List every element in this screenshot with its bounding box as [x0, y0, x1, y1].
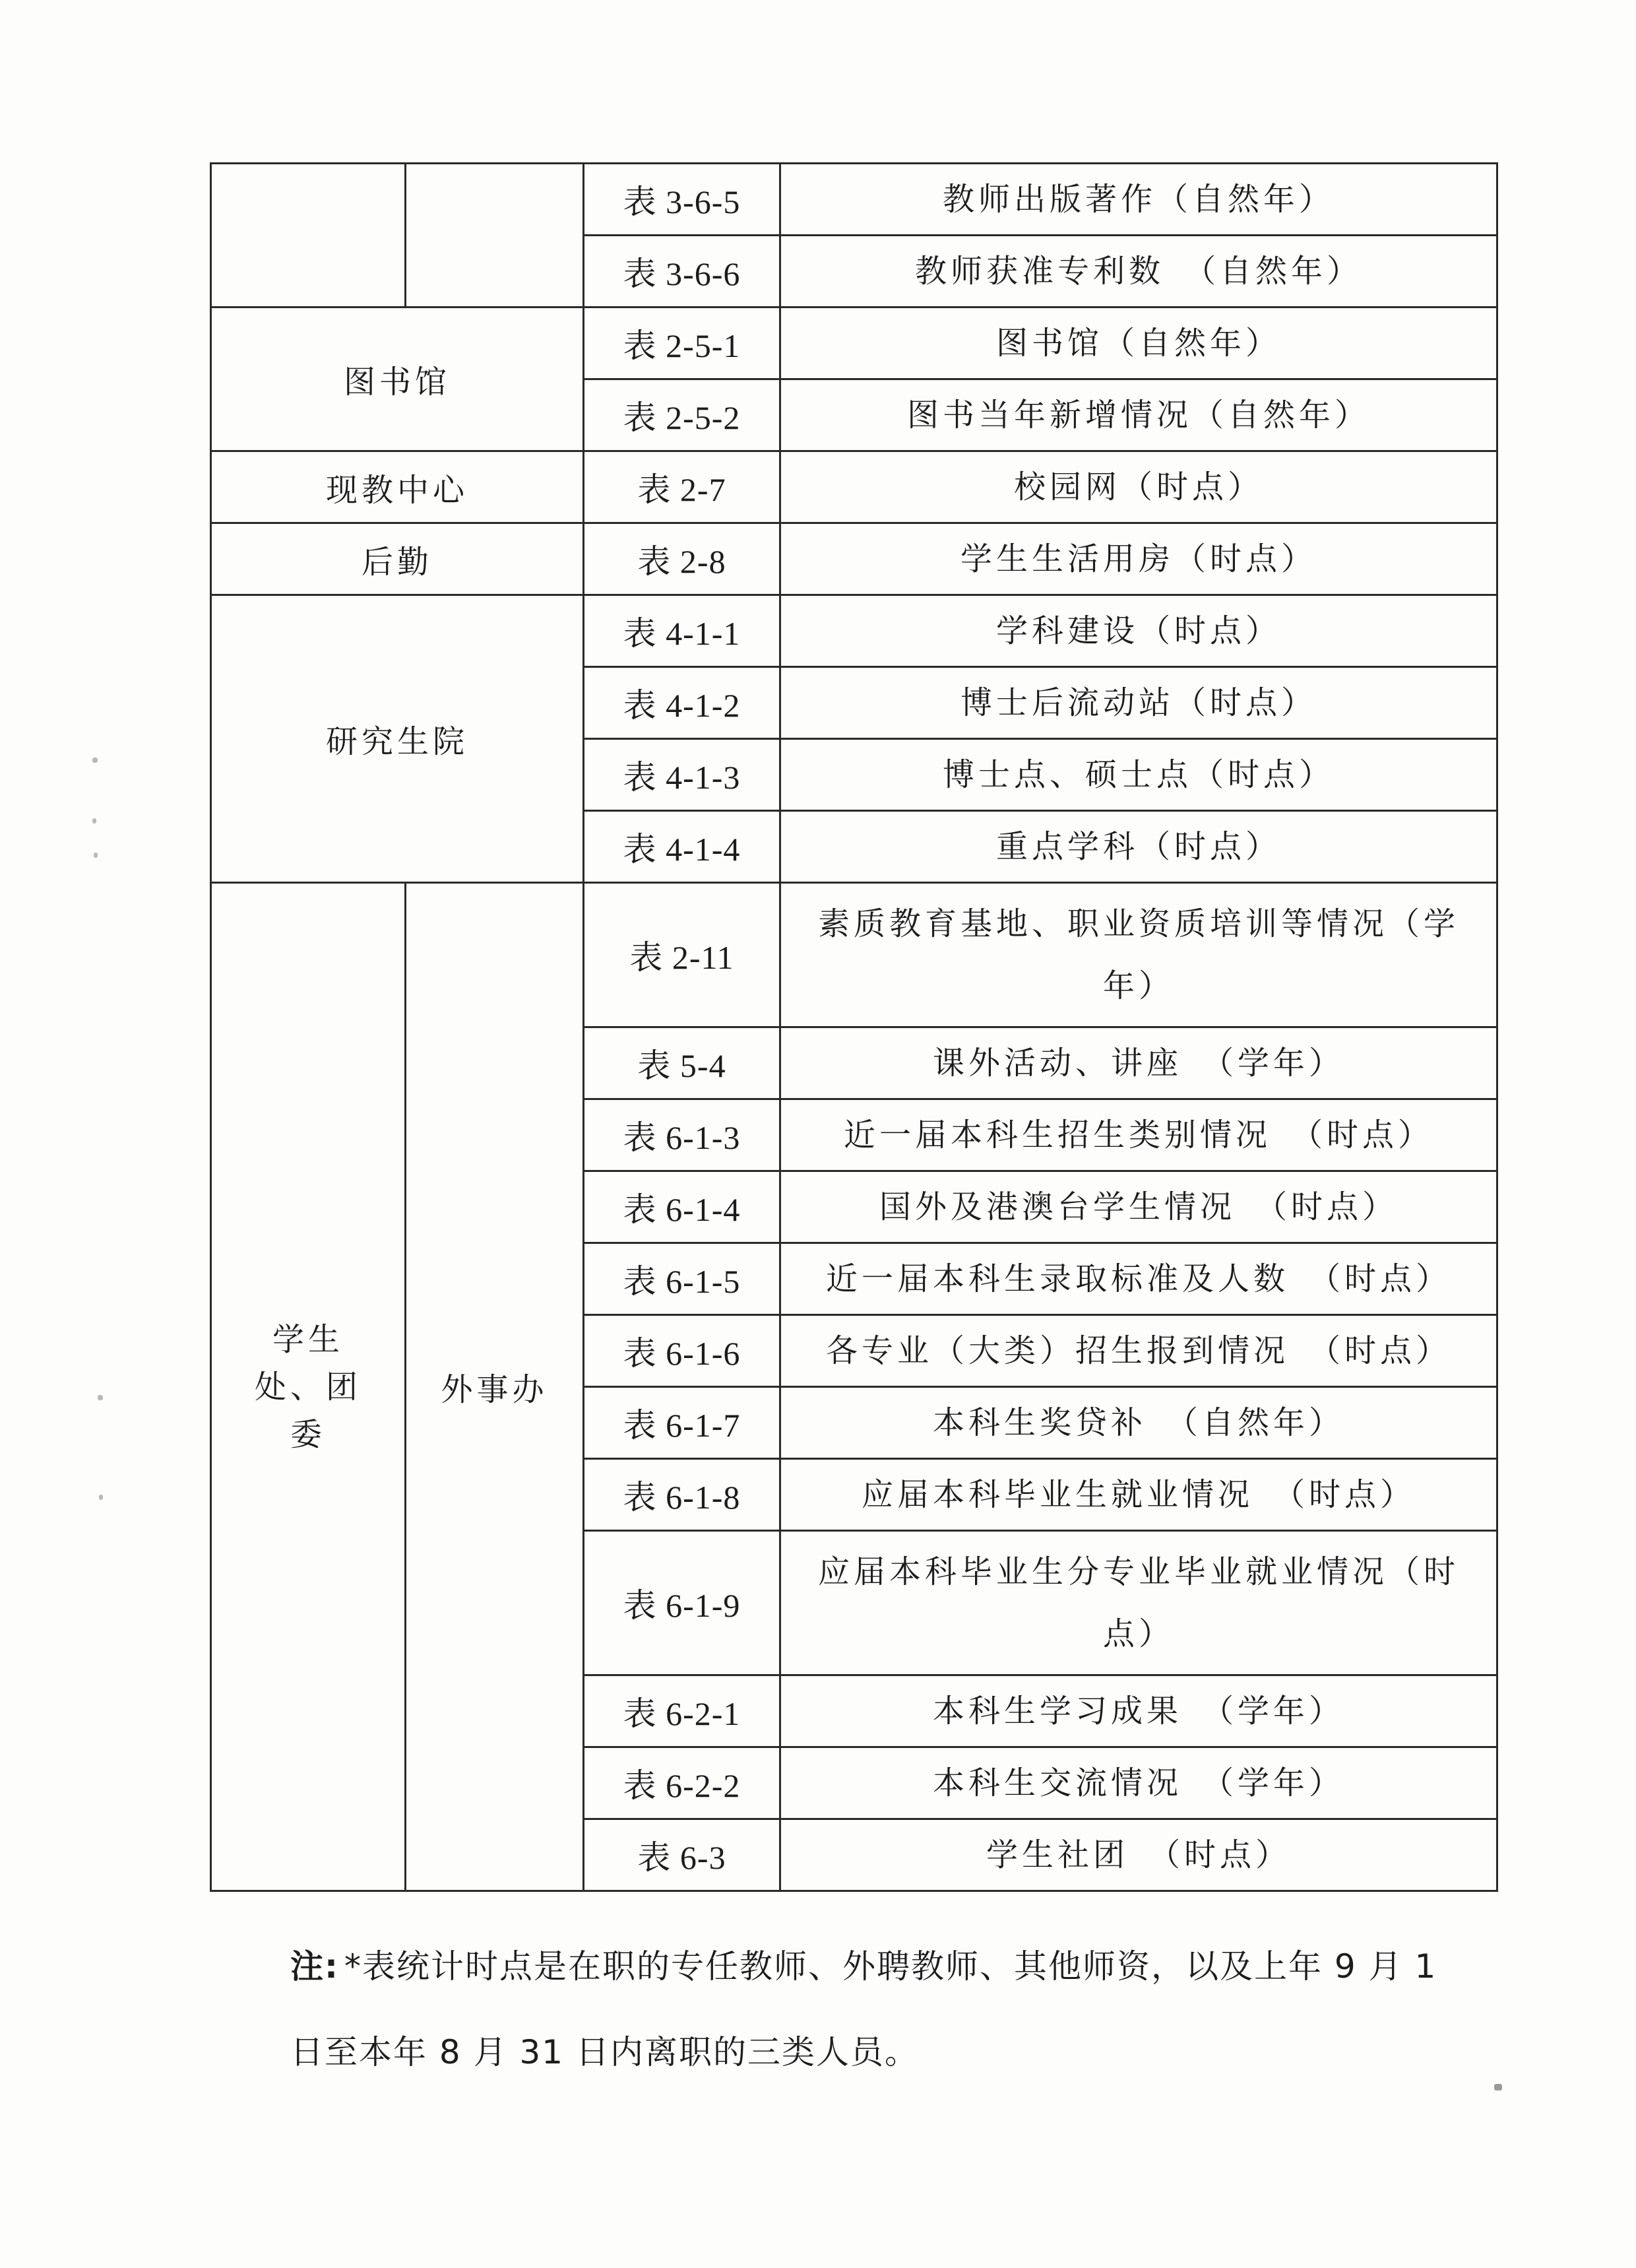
form-description: 应届本科毕业生就业情况 （时点）	[780, 1459, 1497, 1531]
table-row	[211, 308, 1497, 379]
department-cell: 研究生院	[211, 595, 584, 883]
form-code: 表 2-5-1	[584, 308, 780, 379]
table-row	[211, 523, 1497, 595]
form-code: 表 5-4	[584, 1027, 780, 1099]
form-description: 本科生学习成果 （学年）	[780, 1675, 1497, 1747]
form-code: 表 6-1-8	[584, 1459, 780, 1531]
form-description: 教师出版著作（自然年）	[780, 164, 1497, 236]
form-code: 表 2-5-2	[584, 379, 780, 451]
unit-cell	[406, 164, 584, 308]
department-cell: 学生处、团 委	[211, 883, 406, 1891]
form-description: 素质教育基地、职业资质培训等情况（学年）	[780, 883, 1497, 1027]
form-code: 表 4-1-4	[584, 811, 780, 883]
form-description: 学生生活用房（时点）	[780, 523, 1497, 595]
department-cell: 后勤	[211, 523, 584, 595]
table-row	[211, 883, 1497, 1027]
form-description: 学科建设（时点）	[780, 595, 1497, 667]
form-description: 教师获准专利数 （自然年）	[780, 236, 1497, 308]
form-code: 表 6-1-9	[584, 1531, 780, 1675]
form-description: 博士后流动站（时点）	[780, 667, 1497, 739]
footnote-label: 注:	[290, 1947, 339, 1986]
form-description: 各专业（大类）招生报到情况 （时点）	[780, 1315, 1497, 1387]
form-code: 表 4-1-3	[584, 739, 780, 811]
data-source-table	[210, 162, 1498, 1892]
form-code: 表 3-6-6	[584, 236, 780, 308]
form-description: 博士点、硕士点（时点）	[780, 739, 1497, 811]
scan-speck	[1494, 2084, 1502, 2090]
form-code: 表 6-2-1	[584, 1675, 780, 1747]
footnote-text: *表统计时点是在职的专任教师、外聘教师、其他师资，以及上年 9 月 1 日至本年 8 月 31 日内离职的三类人员。	[290, 1947, 1437, 2071]
form-description: 图书馆（自然年）	[780, 308, 1497, 379]
form-description: 应届本科毕业生分专业毕业就业情况（时点）	[780, 1531, 1497, 1675]
form-description: 国外及港澳台学生情况 （时点）	[780, 1171, 1497, 1243]
form-code: 表 6-2-2	[584, 1747, 780, 1819]
form-description: 课外活动、讲座 （学年）	[780, 1027, 1497, 1099]
scan-speck	[94, 853, 98, 858]
form-code: 表 2-8	[584, 523, 780, 595]
form-code: 表 2-11	[584, 883, 780, 1027]
department-cell: 图书馆	[211, 308, 584, 451]
scan-speck	[98, 1395, 103, 1400]
scan-speck	[92, 818, 96, 824]
form-code: 表 6-1-5	[584, 1243, 780, 1315]
department-cell: 现教中心	[211, 451, 584, 523]
footnote	[290, 1924, 1478, 2095]
form-description: 图书当年新增情况（自然年）	[780, 379, 1497, 451]
form-code: 表 6-1-6	[584, 1315, 780, 1387]
form-code: 表 3-6-5	[584, 164, 780, 236]
form-code: 表 6-1-3	[584, 1099, 780, 1171]
form-code: 表 2-7	[584, 451, 780, 523]
form-code: 表 6-1-4	[584, 1171, 780, 1243]
scan-speck	[99, 1495, 103, 1500]
form-description: 学生社团 （时点）	[780, 1819, 1497, 1891]
form-description: 本科生交流情况 （学年）	[780, 1747, 1497, 1819]
table-row	[211, 164, 1497, 236]
form-description: 近一届本科生招生类别情况 （时点）	[780, 1099, 1497, 1171]
scan-speck	[92, 758, 98, 763]
table-row	[211, 595, 1497, 667]
unit-cell: 外事办	[406, 883, 584, 1891]
form-code: 表 6-1-7	[584, 1387, 780, 1459]
form-code: 表 4-1-1	[584, 595, 780, 667]
form-description: 重点学科（时点）	[780, 811, 1497, 883]
form-description: 本科生奖贷补 （自然年）	[780, 1387, 1497, 1459]
form-description: 校园网（时点）	[780, 451, 1497, 523]
form-description: 近一届本科生录取标准及人数 （时点）	[780, 1243, 1497, 1315]
department-cell	[211, 164, 406, 308]
form-code: 表 4-1-2	[584, 667, 780, 739]
table-row	[211, 451, 1497, 523]
form-code: 表 6-3	[584, 1819, 780, 1891]
